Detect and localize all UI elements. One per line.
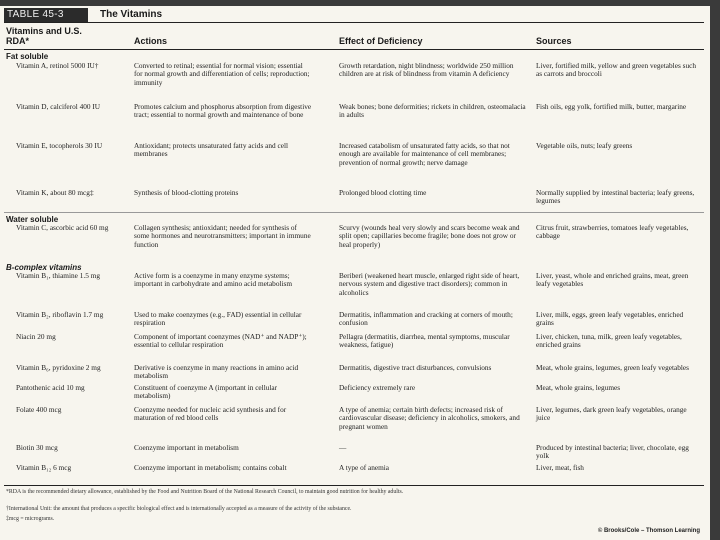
vitamin-sources: Vegetable oils, nuts; leafy greens (536, 141, 633, 150)
vitamin-action: Constituent of coenzyme A (important in cellular metabolism) (134, 383, 278, 401)
section-fat-soluble: Fat soluble (6, 52, 49, 61)
slide-frame-right (710, 0, 720, 540)
vitamin-sources: Normally supplied by intestinal bacteria; leafy greens, legumes (536, 188, 695, 206)
vitamin-action: Derivative is coenzyme in many reactions in amino acid metabolism (134, 363, 299, 381)
vitamin-sources: Liver, fortified milk, yellow and green vegetables such as carrots and broccoli (536, 61, 696, 79)
column-header-sources: Sources (536, 36, 572, 46)
vitamin-sources: Meat, whole grains, legumes, green leafy vegetables (536, 363, 689, 372)
vitamin-action: Antioxidant; protects unsaturated fatty acids and cell membranes (134, 141, 288, 159)
vitamin-deficiency: — (339, 443, 347, 452)
vitamin-deficiency: Prolonged blood clotting time (339, 188, 427, 197)
vitamin-deficiency: Deficiency extremely rare (339, 383, 416, 392)
vitamin-action: Used to make coenzymes (e.g., FAD) essential in cellular respiration (134, 310, 302, 328)
footnote: ‡mcg = micrograms. (6, 516, 55, 522)
vitamin-deficiency: A type of anemia (339, 463, 390, 472)
vitamin-deficiency: Pellagra (dermatitis, diarrhea, mental symptoms, muscular weakness, fatigue) (339, 332, 510, 350)
vitamin-action: Converted to retinal; essential for normal vision; essential for normal growth and differentiation of cells; reproduction; immunity (134, 61, 310, 87)
vitamin-name: Pantothenic acid 10 mg (16, 383, 85, 392)
column-header-deficiency: Effect of Deficiency (339, 36, 423, 46)
vitamin-action: Collagen synthesis; antioxidant; needed for synthesis of some hormones and neurotransmitters; important in immune function (134, 223, 311, 249)
column-header-rule (4, 49, 704, 50)
vitamin-name: Biotin 30 mcg (16, 443, 58, 452)
vitamin-name: Vitamin B₁₂ 6 mcg (16, 463, 72, 472)
vitamin-action: Promotes calcium and phosphorus absorption from digestive tract; essential to normal growth and maintenance of bone (134, 102, 312, 120)
vitamin-name: Niacin 20 mg (16, 332, 56, 341)
vitamin-name: Vitamin B₆, pyridoxine 2 mg (16, 363, 101, 372)
table-header (4, 8, 704, 22)
vitamin-name: Vitamin B₁, thiamine 1.5 mg (16, 271, 100, 280)
vitamin-sources: Fish oils, egg yolk, fortified milk, butter, margarine (536, 102, 687, 111)
vitamin-deficiency: Increased catabolism of unsaturated fatty acids, so that not enough are available for maintenance of cell membranes; prevention of normal growth; nerve damage (339, 141, 510, 167)
vitamin-name: Folate 400 mcg (16, 405, 62, 414)
vitamin-sources: Liver, meat, fish (536, 463, 584, 472)
vitamin-sources: Produced by intestinal bacteria; liver, chocolate, egg yolk (536, 443, 689, 461)
footnote-rule (4, 485, 704, 486)
vitamin-action: Coenzyme important in metabolism; contains cobalt (134, 463, 287, 472)
vitamin-deficiency: Dermatitis, digestive tract disturbances, convulsions (339, 363, 492, 372)
vitamin-action: Active form is a coenzyme in many enzyme systems; important in carbohydrate and amino acid metabolism (134, 271, 293, 289)
section-water-soluble: Water soluble (6, 215, 59, 224)
vitamin-action: Component of important coenzymes (NAD⁺ and NADP⁺); essential to cellular respiration (134, 332, 307, 350)
section-divider (4, 212, 704, 213)
table-label: TABLE 45-3 (4, 8, 88, 22)
vitamin-name: Vitamin E, tocopherols 30 IU (16, 141, 103, 150)
vitamin-sources: Liver, legumes, dark green leafy vegetables, orange juice (536, 405, 687, 423)
vitamin-sources: Liver, chicken, tuna, milk, green leafy vegetables, enriched grains (536, 332, 682, 350)
vitamin-action: Synthesis of blood-clotting proteins (134, 188, 239, 197)
vitamin-action: Coenzyme needed for nucleic acid synthesis and for maturation of red blood cells (134, 405, 287, 423)
vitamin-name: Vitamin C, ascorbic acid 60 mg (16, 223, 109, 232)
vitamin-deficiency: A type of anemia; certain birth defects; increased risk of cardiovascular disease; deficiency in alcoholics, smokers, and pregnant women (339, 405, 520, 431)
vitamin-deficiency: Growth retardation, night blindness; worldwide 250 million children are at risk of blindness from vitamin A deficiency (339, 61, 514, 79)
column-header-vitamins: Vitamins and U.S. RDA* (6, 26, 82, 46)
vitamin-deficiency: Weak bones; bone deformities; rickets in children, osteomalacia in adults (339, 102, 526, 120)
vitamin-sources: Liver, yeast, whole and enriched grains, meat, green leafy vegetables (536, 271, 689, 289)
copyright-credit: © Brooks/Cole – Thomson Learning (597, 528, 700, 534)
vitamin-name: Vitamin K, about 80 mcg‡ (16, 188, 94, 197)
vitamin-sources: Meat, whole grains, legumes (536, 383, 621, 392)
column-header-actions: Actions (134, 36, 168, 46)
vitamin-action: Coenzyme important in metabolism (134, 443, 239, 452)
header-rule (4, 22, 704, 23)
vitamin-deficiency: Beriberi (weakened heart muscle, enlarged right side of heart, nervous system and digestive tract disorders); common in alcoholics (339, 271, 520, 297)
vitamin-sources: Liver, milk, eggs, green leafy vegetables, enriched grains (536, 310, 684, 328)
footnote: *RDA is the recommended dietary allowance, established by the Food and Nutrition Board of the National Research Council, to maintain good nutrition for healthy adults. (6, 489, 404, 495)
vitamin-deficiency: Dermatitis, inflammation and cracking at corners of mouth; confusion (339, 310, 513, 328)
vitamin-name: Vitamin A, retinol 5000 IU† (16, 61, 99, 70)
footnote: †International Unit: the amount that produces a specific biological effect and is internationally accepted as a measure of the activity of the substance. (6, 506, 352, 512)
vitamin-name: Vitamin B₂, riboflavin 1.7 mg (16, 310, 104, 319)
section-b-complex: B-complex vitamins (6, 263, 82, 272)
vitamin-sources: Citrus fruit, strawberries, tomatoes leafy vegetables, cabbage (536, 223, 689, 241)
table-page (0, 6, 710, 540)
vitamin-deficiency: Scurvy (wounds heal very slowly and scars become weak and split open; capillaries become fragile; bone does not grow or heal properly) (339, 223, 520, 249)
table-title: The Vitamins (100, 9, 163, 20)
vitamin-name: Vitamin D, calciferol 400 IU (16, 102, 101, 111)
